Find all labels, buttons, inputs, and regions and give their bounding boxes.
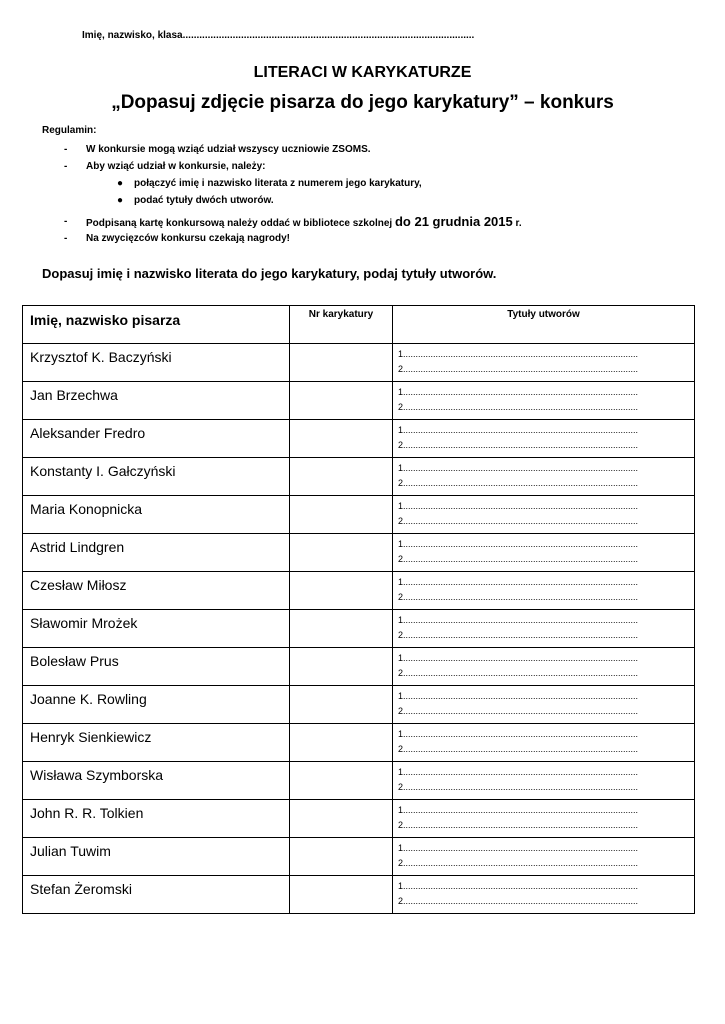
work-title-line-2[interactable]: 2.............................................................................................. <box>398 592 639 602</box>
writer-name: John R. R. Tolkien <box>23 800 290 838</box>
work-title-line-1[interactable]: 1.............................................................................................. <box>398 349 639 359</box>
caricature-number-cell[interactable] <box>290 572 393 610</box>
table-row <box>23 572 695 610</box>
header-caricature-number: Nr karykatury <box>290 306 393 344</box>
work-title-line-1[interactable]: 1.............................................................................................. <box>398 501 639 511</box>
work-title-line-1[interactable]: 1.............................................................................................. <box>398 425 639 435</box>
table-row <box>23 648 695 686</box>
table-header-row <box>23 306 695 344</box>
work-titles-cell[interactable] <box>393 876 695 914</box>
page-subtitle: „Dopasuj zdjęcie pisarza do jego karykatury” – konkurs <box>111 92 614 113</box>
work-title-line-1[interactable]: 1.............................................................................................. <box>398 653 639 663</box>
instruction-text: Dopasuj imię i nazwisko literata do jego karykatury, podaj tytuły utworów. <box>42 266 497 281</box>
rule-text-end: r. <box>512 218 522 229</box>
rule-item: - W konkursie mogą wziąć udział wszyscy uczniowie ZSOMS. <box>64 144 371 155</box>
work-titles-cell[interactable] <box>393 458 695 496</box>
rule-bullet-text: połączyć imię i nazwisko literata z numerem jego karykatury, <box>134 178 422 189</box>
writer-name: Aleksander Fredro <box>23 420 290 458</box>
work-title-line-1[interactable]: 1.............................................................................................. <box>398 843 639 853</box>
caricature-number-cell[interactable] <box>290 496 393 534</box>
work-title-line-1[interactable]: 1.............................................................................................. <box>398 615 639 625</box>
work-titles-cell[interactable] <box>393 420 695 458</box>
writer-name: Stefan Żeromski <box>23 876 290 914</box>
caricature-number-cell[interactable] <box>290 382 393 420</box>
rule-text: Aby wziąć udział w konkursie, należy: <box>86 161 266 172</box>
table-row <box>23 838 695 876</box>
work-title-line-2[interactable]: 2.............................................................................................. <box>398 364 639 374</box>
work-title-line-2[interactable]: 2.............................................................................................. <box>398 744 639 754</box>
table-row <box>23 534 695 572</box>
work-titles-cell[interactable] <box>393 382 695 420</box>
work-title-line-1[interactable]: 1.............................................................................................. <box>398 539 639 549</box>
writer-name: Konstanty I. Gałczyński <box>23 458 290 496</box>
work-title-line-1[interactable]: 1.............................................................................................. <box>398 577 639 587</box>
rule-text: Podpisaną kartę konkursową należy oddać w bibliotece szkolnej <box>86 218 395 229</box>
work-titles-cell[interactable] <box>393 344 695 382</box>
rules-section <box>42 125 522 247</box>
caricature-number-cell[interactable] <box>290 420 393 458</box>
rule-bullet-text: podać tytuły dwóch utworów. <box>134 195 274 206</box>
rule-text: Na zwycięzców konkursu czekają nagrody! <box>86 233 290 244</box>
caricature-number-cell[interactable] <box>290 724 393 762</box>
writer-name: Krzysztof K. Baczyński <box>23 344 290 382</box>
work-titles-cell[interactable] <box>393 686 695 724</box>
work-titles-cell[interactable] <box>393 838 695 876</box>
table-row <box>23 762 695 800</box>
writer-name: Joanne K. Rowling <box>23 686 290 724</box>
rule-item: - Podpisaną kartę konkursową należy oddać w bibliotece szkolnej do 21 grudnia 2015 r. <box>64 214 522 229</box>
writer-name: Czesław Miłosz <box>23 572 290 610</box>
caricature-number-cell[interactable] <box>290 686 393 724</box>
work-title-line-2[interactable]: 2.............................................................................................. <box>398 706 639 716</box>
table-row <box>23 876 695 914</box>
writer-name: Sławomir Mrożek <box>23 610 290 648</box>
writer-name: Julian Tuwim <box>23 838 290 876</box>
table-row <box>23 344 695 382</box>
header-writer-name: Imię, nazwisko pisarza <box>23 306 290 344</box>
writer-name: Maria Konopnicka <box>23 496 290 534</box>
work-titles-cell[interactable] <box>393 648 695 686</box>
work-title-line-2[interactable]: 2.............................................................................................. <box>398 668 639 678</box>
table-row <box>23 610 695 648</box>
writer-name: Wisława Szymborska <box>23 762 290 800</box>
writers-table <box>22 305 695 914</box>
caricature-number-cell[interactable] <box>290 762 393 800</box>
work-title-line-2[interactable]: 2.............................................................................................. <box>398 896 639 906</box>
table-row <box>23 800 695 838</box>
writer-name: Bolesław Prus <box>23 648 290 686</box>
rule-item: - Aby wziąć udział w konkursie, należy: <box>64 161 266 172</box>
work-title-line-1[interactable]: 1.............................................................................................. <box>398 463 639 473</box>
table-row <box>23 724 695 762</box>
work-title-line-2[interactable]: 2.............................................................................................. <box>398 554 639 564</box>
table-row <box>23 686 695 724</box>
work-title-line-2[interactable]: 2.............................................................................................. <box>398 782 639 792</box>
work-title-line-2[interactable]: 2.............................................................................................. <box>398 858 639 868</box>
bullet-icon: ● <box>117 178 124 189</box>
caricature-number-cell[interactable] <box>290 344 393 382</box>
caricature-number-cell[interactable] <box>290 534 393 572</box>
table-row <box>23 458 695 496</box>
work-title-line-1[interactable]: 1.............................................................................................. <box>398 387 639 397</box>
rule-bullet <box>42 175 522 192</box>
work-titles-cell[interactable] <box>393 610 695 648</box>
header-work-titles: Tytuły utworów <box>393 306 695 344</box>
work-titles-cell[interactable] <box>393 762 695 800</box>
work-title-line-1[interactable]: 1.............................................................................................. <box>398 691 639 701</box>
work-titles-cell[interactable] <box>393 800 695 838</box>
caricature-number-cell[interactable] <box>290 800 393 838</box>
name-class-field[interactable]: Imię, nazwisko, klasa......................................................................................................... <box>82 30 475 41</box>
writer-name: Astrid Lindgren <box>23 534 290 572</box>
work-title-line-1[interactable]: 1.............................................................................................. <box>398 767 639 777</box>
caricature-number-cell[interactable] <box>290 648 393 686</box>
rules-heading: Regulamin: <box>42 125 97 136</box>
work-title-line-2[interactable]: 2.............................................................................................. <box>398 516 639 526</box>
page-title: LITERACI W KARYKATURZE <box>253 64 472 81</box>
bullet-icon: ● <box>117 195 124 206</box>
work-titles-cell[interactable] <box>393 496 695 534</box>
table-row <box>23 420 695 458</box>
work-title-line-2[interactable]: 2.............................................................................................. <box>398 478 639 488</box>
work-titles-cell[interactable] <box>393 572 695 610</box>
work-title-line-1[interactable]: 1.............................................................................................. <box>398 729 639 739</box>
writer-name: Henryk Sienkiewicz <box>23 724 290 762</box>
caricature-number-cell[interactable] <box>290 876 393 914</box>
work-title-line-2[interactable]: 2.............................................................................................. <box>398 820 639 830</box>
caricature-number-cell[interactable] <box>290 610 393 648</box>
work-title-line-1[interactable]: 1.............................................................................................. <box>398 805 639 815</box>
table-row <box>23 496 695 534</box>
work-titles-cell[interactable] <box>393 534 695 572</box>
caricature-number-cell[interactable] <box>290 458 393 496</box>
table-row <box>23 382 695 420</box>
rule-bullet <box>42 192 522 209</box>
rule-text: W konkursie mogą wziąć udział wszyscy uczniowie ZSOMS. <box>86 144 371 155</box>
work-title-line-2[interactable]: 2.............................................................................................. <box>398 440 639 450</box>
work-title-line-1[interactable]: 1.............................................................................................. <box>398 881 639 891</box>
work-titles-cell[interactable] <box>393 724 695 762</box>
caricature-number-cell[interactable] <box>290 838 393 876</box>
deadline-date: do 21 grudnia 2015 <box>394 214 513 229</box>
work-title-line-2[interactable]: 2.............................................................................................. <box>398 630 639 640</box>
writer-name: Jan Brzechwa <box>23 382 290 420</box>
work-title-line-2[interactable]: 2.............................................................................................. <box>398 402 639 412</box>
rule-item: - Na zwycięzców konkursu czekają nagrody! <box>64 233 290 244</box>
